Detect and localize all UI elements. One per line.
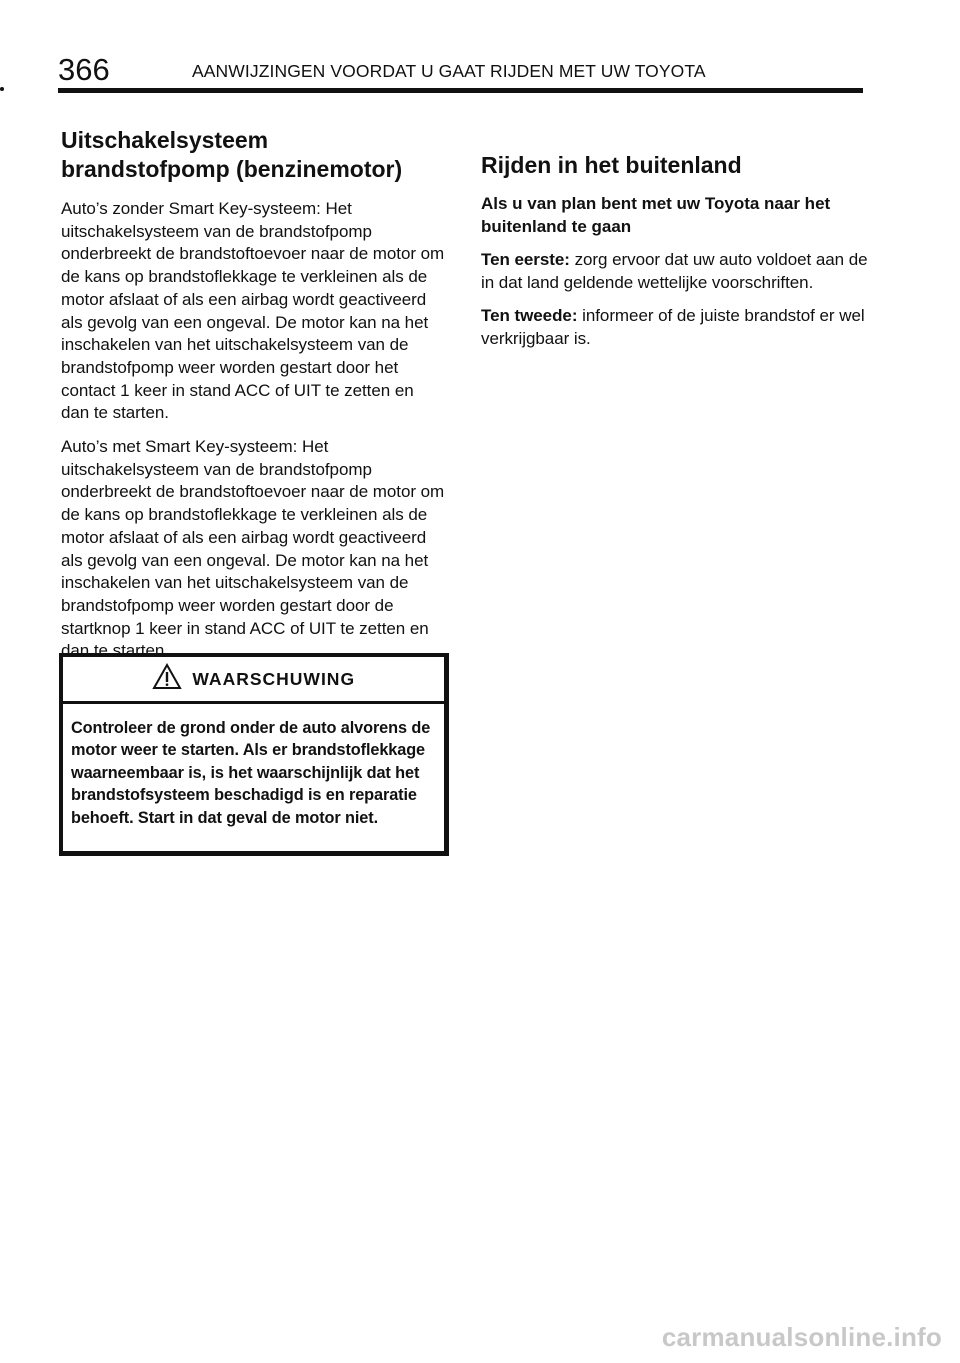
warning-text: Controleer de grond onder de auto alvorens de motor weer te starten. Als er brandstoflekkage waarneembaar is, is het waarschijnlijk dat het brandstofsysteem beschadigd is en reparatie behoeft. Start in dat geval de motor niet. [71, 719, 431, 827]
warning-label: WAARSCHUWING [192, 669, 356, 689]
warning-box [59, 653, 449, 856]
heading-line-1: Uitschakelsysteem [61, 127, 269, 153]
item-1-text: zorg ervoor dat uw auto voldoet aan de in dat land geldende wettelijke voorschriften. [481, 250, 868, 292]
abroad-item-2 [481, 305, 871, 350]
watermark: carmanualsonline.info [661, 1322, 942, 1352]
warning-triangle-icon [152, 663, 182, 695]
warning-header [63, 657, 444, 704]
item-1-term: Ten eerste: [481, 250, 570, 269]
heading-line-2: brandstofpomp (benzinemotor) [61, 156, 403, 182]
abroad-heading: Rijden in het buitenland [481, 152, 742, 178]
page-number: 366 [58, 52, 110, 87]
abroad-lead: Als u van plan bent met uw Toyota naar het buitenland te gaan [481, 194, 831, 236]
paragraph-with-smart-key: Auto’s met Smart Key‑systeem: Het uitschakelsysteem van de brandstofpomp onderbreekt de brandstoftoevoer naar de motor om de kans op brandstoflekkage te verkleinen als de motor afslaat of als een airbag wordt geactiveerd als gevolg van een ongeval. De motor kan na het inschakelen van het uitschakelsysteem van de brandstofpomp weer worden gestart door de startknop 1 keer in stand ACC of UIT te zetten en dan te starten. [61, 437, 445, 661]
chapter-title: AANWIJZINGEN VOORDAT U GAAT RIJDEN MET UW TOYOTA [192, 61, 706, 81]
page-header [58, 52, 863, 93]
item-2-term: Ten tweede: [481, 306, 578, 326]
left-column [61, 126, 446, 674]
right-column [481, 151, 871, 362]
abroad-item-1 [481, 249, 871, 294]
paragraph-without-smart-key: Auto’s zonder Smart Key‑systeem: Het uitschakelsysteem van de brandstofpomp onderbreekt de brandstoftoevoer naar de motor om de kans op brandstoflekkage te verkleinen als de motor afslaat of als een airbag wordt geactiveerd als gevolg van een ongeval. De motor kan na het inschakelen van het uitschakelsysteem van de brandstofpomp weer worden gestart door het contact 1 keer in stand ACC of UIT te zetten en dan te starten. [61, 199, 445, 423]
margin-mark [0, 87, 4, 91]
fuel-pump-heading [61, 126, 446, 184]
item-2-text: informeer of de juiste brandstof er wel verkrijgbaar is. [481, 306, 865, 349]
